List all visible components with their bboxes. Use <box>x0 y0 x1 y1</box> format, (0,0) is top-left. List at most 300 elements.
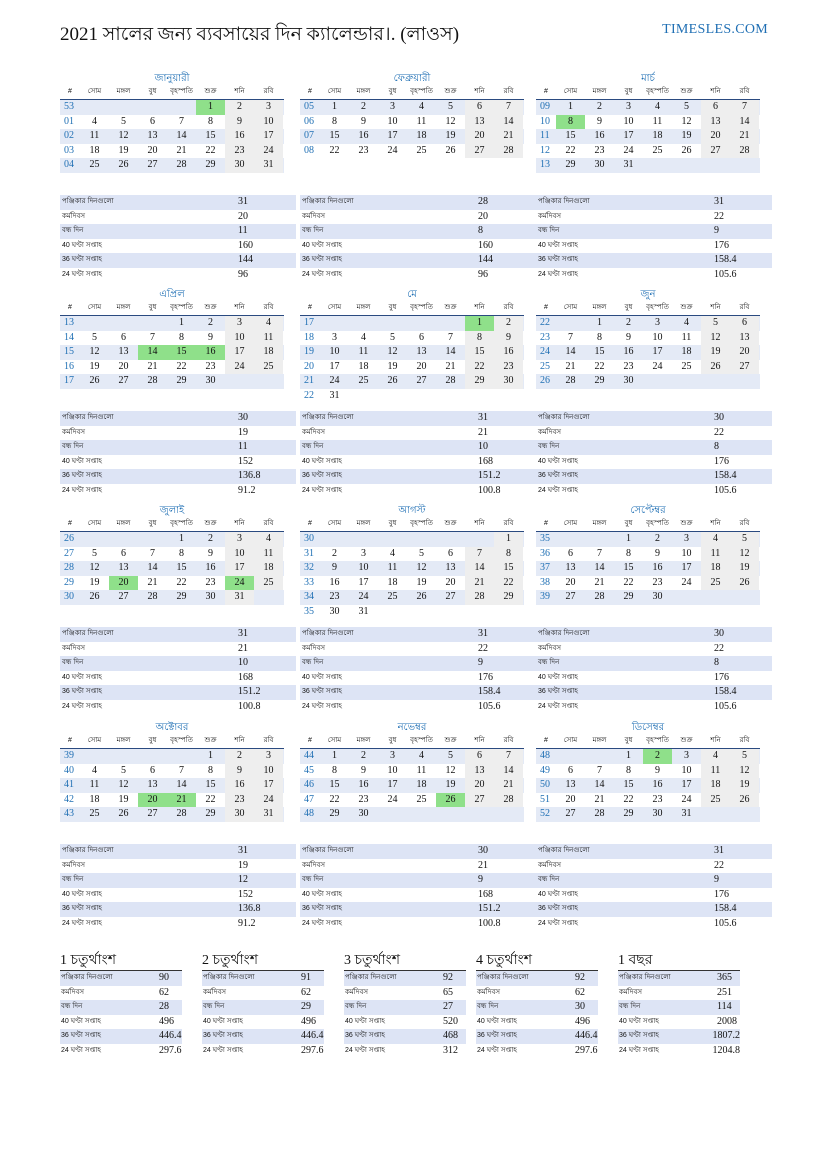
day-cell[interactable]: 17 <box>681 562 692 573</box>
day-cell[interactable]: 22 <box>176 360 187 372</box>
day-cell[interactable]: 29 <box>623 808 634 819</box>
day-cell[interactable]: 12 <box>681 115 692 127</box>
day-cell[interactable]: 21 <box>594 793 605 805</box>
day-cell[interactable]: 25 <box>89 808 100 819</box>
day-cell[interactable]: 15 <box>205 130 216 141</box>
day-cell[interactable]: 29 <box>176 591 187 602</box>
day-cell[interactable]: 24 <box>681 793 692 805</box>
day-cell[interactable]: 13 <box>565 779 576 790</box>
day-cell[interactable]: 18 <box>652 130 663 141</box>
day-cell[interactable]: 15 <box>205 779 216 790</box>
day-cell[interactable]: 4 <box>92 115 97 127</box>
day-cell[interactable]: 3 <box>655 317 660 328</box>
day-cell[interactable]: 7 <box>597 764 602 776</box>
day-cell[interactable]: 20 <box>465 778 494 793</box>
day-cell[interactable]: 5 <box>121 115 126 127</box>
day-cell[interactable]: 28 <box>147 375 158 386</box>
day-cell[interactable]: 17 <box>254 778 283 793</box>
day-cell[interactable]: 10 <box>254 115 283 130</box>
day-cell[interactable]: 27 <box>147 808 158 819</box>
day-cell[interactable]: 17 <box>387 130 398 141</box>
day-cell[interactable]: 9 <box>225 115 254 130</box>
day-cell[interactable]: 22 <box>329 144 340 156</box>
day-cell[interactable]: 1 <box>179 533 184 544</box>
day-cell[interactable]: 20 <box>730 345 759 360</box>
day-cell[interactable]: 27 <box>118 591 129 602</box>
day-cell[interactable]: 8 <box>332 115 337 127</box>
day-cell[interactable]: 31 <box>254 158 283 173</box>
day-cell[interactable]: 11 <box>652 115 663 127</box>
day-cell[interactable]: 3 <box>332 331 337 343</box>
day-cell[interactable]: 12 <box>89 562 100 573</box>
day-cell[interactable]: 20 <box>465 129 494 144</box>
day-cell[interactable]: 3 <box>361 547 366 559</box>
day-cell[interactable]: 18 <box>254 345 283 360</box>
day-cell[interactable]: 19 <box>701 345 730 360</box>
day-cell[interactable]: 12 <box>416 562 427 573</box>
day-cell[interactable]: 31 <box>623 159 634 170</box>
day-cell[interactable]: 17 <box>358 576 369 588</box>
day-cell[interactable]: 21 <box>465 576 494 591</box>
day-cell[interactable]: 14 <box>465 561 494 576</box>
day-cell[interactable]: 20 <box>109 576 138 591</box>
day-cell[interactable]: 4 <box>419 750 424 761</box>
day-cell[interactable]: 10 <box>681 547 692 559</box>
day-cell[interactable]: 28 <box>565 375 576 386</box>
day-cell[interactable]: 22 <box>565 144 576 156</box>
day-cell[interactable]: 5 <box>448 750 453 761</box>
day-cell[interactable]: 24 <box>387 144 398 156</box>
day-cell[interactable]: 14 <box>176 130 187 141</box>
day-cell[interactable]: 10 <box>225 331 254 346</box>
day-cell[interactable]: 13 <box>565 562 576 573</box>
day-cell[interactable]: 7 <box>597 547 602 559</box>
day-cell[interactable]: 20 <box>118 360 129 372</box>
day-cell[interactable]: 24 <box>652 360 663 372</box>
day-cell[interactable]: 1 <box>179 317 184 328</box>
day-cell[interactable]: 8 <box>332 764 337 776</box>
day-cell[interactable]: 27 <box>147 159 158 170</box>
day-cell[interactable]: 26 <box>387 375 398 386</box>
day-cell[interactable]: 8 <box>465 331 494 346</box>
day-cell[interactable]: 25 <box>387 591 398 602</box>
day-cell[interactable]: 13 <box>730 331 759 346</box>
month-name[interactable]: এপ্রিল <box>159 289 185 300</box>
day-cell[interactable]: 13 <box>416 346 427 357</box>
day-cell[interactable]: 17 <box>652 346 663 357</box>
day-cell[interactable]: 4 <box>254 316 283 331</box>
day-cell[interactable]: 15 <box>167 345 196 360</box>
day-cell[interactable]: 17 <box>225 345 254 360</box>
day-cell[interactable]: 6 <box>701 100 730 115</box>
day-cell[interactable]: 22 <box>594 360 605 372</box>
day-cell[interactable]: 26 <box>89 375 100 386</box>
day-cell[interactable]: 17 <box>254 129 283 144</box>
day-cell[interactable]: 29 <box>329 808 340 819</box>
day-cell[interactable]: 5 <box>684 101 689 112</box>
day-cell[interactable]: 14 <box>494 764 523 779</box>
day-cell[interactable]: 6 <box>448 547 453 559</box>
day-cell[interactable]: 20 <box>138 793 167 808</box>
day-cell[interactable]: 30 <box>652 808 663 819</box>
day-cell[interactable]: 28 <box>494 793 523 808</box>
day-cell[interactable]: 19 <box>118 144 129 156</box>
day-cell[interactable]: 19 <box>445 130 456 141</box>
day-cell[interactable]: 20 <box>416 360 427 372</box>
day-cell[interactable]: 15 <box>623 562 634 573</box>
day-cell[interactable]: 26 <box>118 159 129 170</box>
day-cell[interactable]: 15 <box>329 130 340 141</box>
day-cell[interactable]: 26 <box>89 591 100 602</box>
day-cell[interactable]: 9 <box>332 562 337 573</box>
day-cell[interactable]: 4 <box>701 749 730 764</box>
day-cell[interactable]: 24 <box>225 360 254 375</box>
day-cell[interactable]: 6 <box>121 547 126 559</box>
month-name[interactable]: ডিসেম্বর <box>631 722 665 733</box>
day-cell[interactable]: 21 <box>730 129 759 144</box>
day-cell[interactable]: 11 <box>358 346 369 357</box>
day-cell[interactable]: 5 <box>121 764 126 776</box>
day-cell[interactable]: 25 <box>89 159 100 170</box>
day-cell[interactable]: 1 <box>332 750 337 761</box>
day-cell[interactable]: 25 <box>681 360 692 372</box>
day-cell[interactable]: 4 <box>92 764 97 776</box>
day-cell[interactable]: 5 <box>92 331 97 343</box>
day-cell[interactable]: 17 <box>387 779 398 790</box>
day-cell[interactable]: 27 <box>416 375 427 386</box>
day-cell[interactable]: 16 <box>225 778 254 793</box>
day-cell[interactable]: 30 <box>623 375 634 386</box>
day-cell[interactable]: 22 <box>329 793 340 805</box>
day-cell[interactable]: 9 <box>655 547 660 559</box>
day-cell[interactable]: 3 <box>684 533 689 544</box>
day-cell[interactable]: 24 <box>681 576 692 588</box>
day-cell[interactable]: 8 <box>179 547 184 559</box>
day-cell[interactable]: 3 <box>390 750 395 761</box>
day-cell[interactable]: 5 <box>92 547 97 559</box>
day-cell[interactable]: 19 <box>445 779 456 790</box>
day-cell[interactable]: 26 <box>416 591 427 602</box>
month-name[interactable]: জুন <box>640 289 656 300</box>
day-cell[interactable]: 22 <box>465 360 494 375</box>
day-cell[interactable]: 28 <box>465 590 494 605</box>
day-cell[interactable]: 18 <box>89 793 100 805</box>
month-name[interactable]: জুলাই <box>159 505 185 516</box>
day-cell[interactable]: 23 <box>652 793 663 805</box>
day-cell[interactable]: 16 <box>623 346 634 357</box>
day-cell[interactable]: 20 <box>565 576 576 588</box>
day-cell[interactable]: 14 <box>594 562 605 573</box>
day-cell[interactable]: 28 <box>494 144 523 159</box>
day-cell[interactable]: 31 <box>681 808 692 819</box>
day-cell[interactable]: 4 <box>655 101 660 112</box>
day-cell[interactable]: 28 <box>594 591 605 602</box>
day-cell[interactable]: 30 <box>225 158 254 173</box>
day-cell[interactable]: 5 <box>390 331 395 343</box>
day-cell[interactable]: 9 <box>225 764 254 779</box>
day-cell[interactable]: 6 <box>465 100 494 115</box>
day-cell[interactable]: 23 <box>494 360 523 375</box>
day-cell[interactable]: 17 <box>623 130 634 141</box>
day-cell[interactable]: 4 <box>419 101 424 112</box>
day-cell[interactable]: 1 <box>626 533 631 544</box>
day-cell[interactable]: 8 <box>494 547 523 562</box>
day-cell[interactable]: 11 <box>254 547 283 562</box>
day-cell[interactable]: 24 <box>254 144 283 159</box>
day-cell[interactable]: 26 <box>701 360 730 375</box>
day-cell[interactable]: 19 <box>416 576 427 588</box>
day-cell[interactable]: 21 <box>147 360 158 372</box>
day-cell[interactable]: 26 <box>681 144 692 156</box>
day-cell[interactable]: 27 <box>565 591 576 602</box>
day-cell[interactable]: 17 <box>225 561 254 576</box>
day-cell[interactable]: 18 <box>254 561 283 576</box>
site-logo-link[interactable]: TIMESLES.COM <box>662 22 768 37</box>
day-cell[interactable]: 25 <box>254 360 283 375</box>
day-cell[interactable]: 28 <box>176 808 187 819</box>
day-cell[interactable]: 22 <box>205 793 216 805</box>
day-cell[interactable]: 9 <box>626 331 631 343</box>
day-cell[interactable]: 2 <box>643 749 672 764</box>
day-cell[interactable]: 16 <box>225 129 254 144</box>
day-cell[interactable]: 11 <box>89 779 100 790</box>
day-cell[interactable]: 31 <box>329 389 340 401</box>
day-cell[interactable]: 13 <box>118 562 129 573</box>
day-cell[interactable]: 25 <box>416 793 427 805</box>
day-cell[interactable]: 29 <box>176 375 187 386</box>
day-cell[interactable]: 12 <box>701 331 730 346</box>
day-cell[interactable]: 4 <box>701 532 730 547</box>
day-cell[interactable]: 21 <box>176 144 187 156</box>
day-cell[interactable]: 18 <box>358 360 369 372</box>
day-cell[interactable]: 15 <box>465 345 494 360</box>
day-cell[interactable]: 3 <box>254 749 283 764</box>
day-cell[interactable]: 8 <box>556 115 585 130</box>
day-cell[interactable]: 8 <box>626 764 631 776</box>
day-cell[interactable]: 12 <box>445 115 456 127</box>
day-cell[interactable]: 29 <box>465 374 494 389</box>
day-cell[interactable]: 15 <box>329 779 340 790</box>
day-cell[interactable]: 13 <box>465 115 494 130</box>
day-cell[interactable]: 27 <box>445 591 456 602</box>
day-cell[interactable]: 23 <box>623 360 634 372</box>
day-cell[interactable]: 29 <box>205 808 216 819</box>
day-cell[interactable]: 7 <box>730 100 759 115</box>
day-cell[interactable]: 2 <box>208 317 213 328</box>
day-cell[interactable]: 6 <box>419 331 424 343</box>
day-cell[interactable]: 6 <box>150 115 155 127</box>
day-cell[interactable]: 1 <box>196 100 225 115</box>
day-cell[interactable]: 9 <box>208 547 213 559</box>
day-cell[interactable]: 5 <box>701 316 730 331</box>
month-name[interactable]: ফেব্রুয়ারী <box>393 73 431 84</box>
day-cell[interactable]: 19 <box>89 360 100 372</box>
day-cell[interactable]: 10 <box>358 562 369 573</box>
day-cell[interactable]: 4 <box>390 547 395 559</box>
day-cell[interactable]: 13 <box>118 346 129 357</box>
day-cell[interactable]: 18 <box>387 576 398 588</box>
day-cell[interactable]: 16 <box>652 779 663 790</box>
day-cell[interactable]: 29 <box>623 591 634 602</box>
day-cell[interactable]: 2 <box>225 749 254 764</box>
month-name[interactable]: নভেম্বর <box>397 722 427 733</box>
day-cell[interactable]: 9 <box>208 331 213 343</box>
day-cell[interactable]: 4 <box>254 532 283 547</box>
day-cell[interactable]: 6 <box>730 316 759 331</box>
day-cell[interactable]: 11 <box>681 331 692 343</box>
day-cell[interactable]: 13 <box>701 115 730 130</box>
day-cell[interactable]: 2 <box>332 547 337 559</box>
day-cell[interactable]: 9 <box>597 115 602 127</box>
day-cell[interactable]: 21 <box>147 576 158 588</box>
day-cell[interactable]: 20 <box>701 129 730 144</box>
day-cell[interactable]: 1 <box>208 750 213 761</box>
day-cell[interactable]: 12 <box>118 779 129 790</box>
day-cell[interactable]: 16 <box>205 562 216 573</box>
day-cell[interactable]: 10 <box>681 764 692 776</box>
day-cell[interactable]: 18 <box>89 144 100 156</box>
day-cell[interactable]: 19 <box>387 360 398 372</box>
day-cell[interactable]: 25 <box>358 375 369 386</box>
day-cell[interactable]: 2 <box>597 101 602 112</box>
day-cell[interactable]: 24 <box>387 793 398 805</box>
day-cell[interactable]: 23 <box>205 576 216 588</box>
day-cell[interactable]: 2 <box>361 750 366 761</box>
day-cell[interactable]: 10 <box>623 115 634 127</box>
day-cell[interactable]: 24 <box>329 375 340 386</box>
day-cell[interactable]: 30 <box>205 591 216 602</box>
day-cell[interactable]: 27 <box>118 375 129 386</box>
day-cell[interactable]: 30 <box>329 605 340 617</box>
day-cell[interactable]: 13 <box>465 764 494 779</box>
day-cell[interactable]: 15 <box>623 779 634 790</box>
day-cell[interactable]: 25 <box>254 576 283 591</box>
day-cell[interactable]: 6 <box>150 764 155 776</box>
month-name[interactable]: সেপ্টেম্বর <box>630 505 666 516</box>
day-cell[interactable]: 23 <box>225 793 254 808</box>
day-cell[interactable]: 8 <box>179 331 184 343</box>
day-cell[interactable]: 30 <box>225 807 254 822</box>
day-cell[interactable]: 28 <box>594 808 605 819</box>
day-cell[interactable]: 7 <box>494 100 523 115</box>
day-cell[interactable]: 22 <box>623 793 634 805</box>
day-cell[interactable]: 27 <box>465 144 494 159</box>
day-cell[interactable]: 11 <box>89 130 100 141</box>
day-cell[interactable]: 30 <box>358 808 369 819</box>
day-cell[interactable]: 15 <box>176 562 187 573</box>
day-cell[interactable]: 23 <box>594 144 605 156</box>
day-cell[interactable]: 19 <box>730 561 759 576</box>
day-cell[interactable]: 12 <box>730 547 759 562</box>
day-cell[interactable]: 28 <box>445 375 456 386</box>
day-cell[interactable]: 8 <box>208 764 213 776</box>
day-cell[interactable]: 5 <box>730 749 759 764</box>
day-cell[interactable]: 14 <box>730 115 759 130</box>
day-cell[interactable]: 8 <box>626 547 631 559</box>
day-cell[interactable]: 21 <box>167 793 196 808</box>
day-cell[interactable]: 30 <box>494 374 523 389</box>
day-cell[interactable]: 9 <box>361 115 366 127</box>
day-cell[interactable]: 14 <box>445 346 456 357</box>
day-cell[interactable]: 2 <box>626 317 631 328</box>
day-cell[interactable]: 18 <box>701 561 730 576</box>
day-cell[interactable]: 8 <box>208 115 213 127</box>
day-cell[interactable]: 1 <box>494 532 523 547</box>
day-cell[interactable]: 26 <box>436 793 465 808</box>
day-cell[interactable]: 30 <box>205 375 216 386</box>
day-cell[interactable]: 28 <box>176 159 187 170</box>
day-cell[interactable]: 29 <box>494 590 523 605</box>
day-cell[interactable]: 2 <box>494 316 523 331</box>
day-cell[interactable]: 11 <box>387 562 398 573</box>
day-cell[interactable]: 18 <box>416 779 427 790</box>
day-cell[interactable]: 26 <box>730 793 759 808</box>
day-cell[interactable]: 7 <box>568 331 573 343</box>
day-cell[interactable]: 14 <box>138 345 167 360</box>
day-cell[interactable]: 13 <box>147 779 158 790</box>
day-cell[interactable]: 14 <box>147 562 158 573</box>
day-cell[interactable]: 26 <box>118 808 129 819</box>
day-cell[interactable]: 22 <box>494 576 523 591</box>
day-cell[interactable]: 12 <box>445 764 456 776</box>
month-name[interactable]: আগস্ট <box>398 505 426 516</box>
day-cell[interactable]: 1 <box>465 316 494 331</box>
day-cell[interactable]: 22 <box>205 144 216 156</box>
day-cell[interactable]: 23 <box>652 576 663 588</box>
day-cell[interactable]: 16 <box>329 576 340 588</box>
day-cell[interactable]: 16 <box>652 562 663 573</box>
day-cell[interactable]: 7 <box>150 331 155 343</box>
day-cell[interactable]: 11 <box>416 115 427 127</box>
day-cell[interactable]: 27 <box>465 793 494 808</box>
day-cell[interactable]: 6 <box>568 547 573 559</box>
day-cell[interactable]: 31 <box>225 590 254 605</box>
day-cell[interactable]: 21 <box>565 360 576 372</box>
day-cell[interactable]: 21 <box>594 576 605 588</box>
day-cell[interactable]: 7 <box>448 331 453 343</box>
day-cell[interactable]: 14 <box>176 779 187 790</box>
day-cell[interactable]: 17 <box>329 360 340 372</box>
day-cell[interactable]: 1 <box>568 101 573 112</box>
day-cell[interactable]: 30 <box>594 159 605 170</box>
day-cell[interactable]: 22 <box>176 576 187 588</box>
day-cell[interactable]: 23 <box>205 360 216 372</box>
day-cell[interactable]: 5 <box>448 101 453 112</box>
day-cell[interactable]: 3 <box>626 101 631 112</box>
day-cell[interactable]: 22 <box>623 576 634 588</box>
day-cell[interactable]: 11 <box>701 547 730 562</box>
day-cell[interactable]: 9 <box>655 764 660 776</box>
day-cell[interactable]: 10 <box>387 764 398 776</box>
month-name[interactable]: মার্চ <box>641 73 655 84</box>
day-cell[interactable]: 12 <box>387 346 398 357</box>
day-cell[interactable]: 3 <box>390 101 395 112</box>
day-cell[interactable]: 6 <box>568 764 573 776</box>
day-cell[interactable]: 24 <box>623 144 634 156</box>
day-cell[interactable]: 14 <box>494 115 523 130</box>
day-cell[interactable]: 30 <box>652 591 663 602</box>
day-cell[interactable]: 10 <box>329 346 340 357</box>
day-cell[interactable]: 17 <box>681 779 692 790</box>
day-cell[interactable]: 9 <box>361 764 366 776</box>
day-cell[interactable]: 7 <box>179 764 184 776</box>
day-cell[interactable]: 13 <box>147 130 158 141</box>
month-name[interactable]: অক্টোবর <box>155 722 189 733</box>
day-cell[interactable]: 16 <box>494 345 523 360</box>
day-cell[interactable]: 20 <box>565 793 576 805</box>
day-cell[interactable]: 5 <box>419 547 424 559</box>
day-cell[interactable]: 24 <box>254 793 283 808</box>
